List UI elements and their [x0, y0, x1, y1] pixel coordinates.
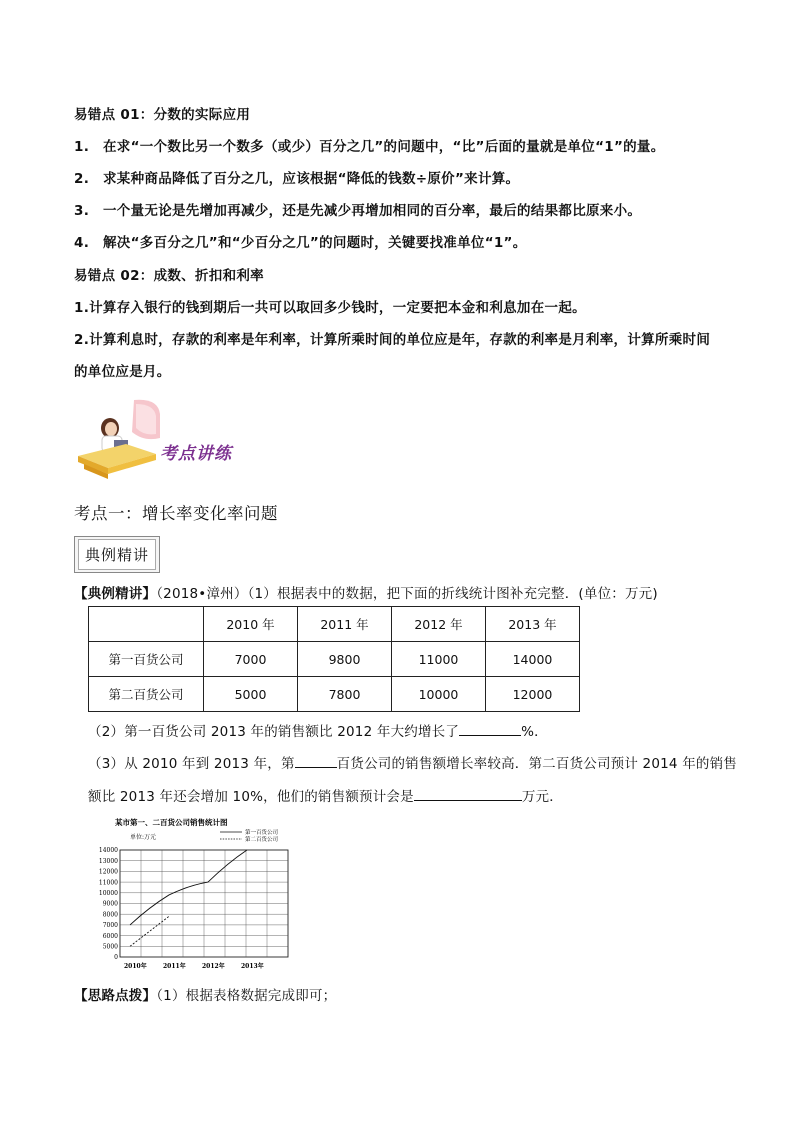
section2-heading: 易错点 02：成数、折扣和利率 — [74, 268, 264, 284]
list-item-text: 一个量无论是先增加再减少，还是先减少再增加相同的百分率，最后的结果都比原来小。 — [103, 203, 642, 219]
y-tick-label: 8000 — [102, 911, 118, 919]
y-tick-label: 9000 — [102, 900, 118, 908]
question-3-line2-suffix: 万元． — [521, 789, 563, 805]
table-header-row — [89, 607, 580, 642]
question-3-line1 — [88, 752, 737, 772]
example-tag — [74, 536, 160, 573]
sales-line-chart — [90, 812, 320, 974]
question-3-text-2: 百货公司的销售额增长率较高．第二百货公司预计 2014 年的销售 — [336, 756, 738, 772]
list-item — [74, 167, 519, 187]
table-cell: 11000 — [392, 642, 486, 677]
banner-illustration — [74, 398, 164, 480]
y-tick-label: 11000 — [98, 879, 118, 887]
y-tick-label: 6000 — [102, 932, 118, 940]
legend-label: 第一百货公司 — [245, 830, 279, 836]
hint-text: （1）根据表格数据完成即可； — [156, 988, 337, 1004]
y-tick-label: 14000 — [98, 847, 118, 855]
list-item — [74, 199, 641, 219]
table-row — [89, 677, 580, 712]
example-label: 【典例精讲】 — [74, 586, 157, 602]
table-cell: 12000 — [486, 677, 580, 712]
table-header-cell: 2010 年 — [204, 607, 298, 642]
hint — [74, 984, 336, 1004]
book-girl-icon — [74, 398, 164, 480]
list-item-number: 1. — [74, 139, 90, 155]
x-tick-label: 2010年 — [124, 963, 147, 970]
y-tick-label: 7000 — [102, 922, 118, 930]
table-cell: 9800 — [298, 642, 392, 677]
question-3-line2 — [88, 785, 563, 805]
x-tick-label: 2011年 — [163, 963, 186, 970]
data-table — [88, 606, 580, 712]
list-item-number: 4. — [74, 235, 90, 251]
table-row — [89, 642, 580, 677]
question-2 — [88, 720, 548, 740]
answer-blank[interactable] — [414, 787, 522, 801]
table-cell: 14000 — [486, 642, 580, 677]
table-header-cell — [89, 607, 204, 642]
answer-blank[interactable] — [459, 722, 521, 736]
table-cell: 7800 — [298, 677, 392, 712]
list-item — [74, 135, 665, 155]
list-item-text: 在求“一个数比另一个数多（或少）百分之几”的问题中，“比”后面的量就是单位“1”的量。 — [103, 139, 665, 155]
series-line — [130, 916, 169, 946]
question-2-suffix: %． — [521, 724, 548, 740]
chart-title: 某市第一、二百货公司销售统计图 — [115, 818, 228, 827]
table-header-cell: 2011 年 — [298, 607, 392, 642]
list-item-text: 解决“多百分之几”和“少百分之几”的问题时，关键要找准单位“1”。 — [103, 235, 527, 251]
section2-item-1: 1.计算存入银行的钱到期后一共可以取回多少钱时，一定要把本金和利息加在一起。 — [74, 300, 586, 316]
chart-unit-label: 单位:万元 — [130, 834, 157, 841]
question-2-text: （2）第一百货公司 2013 年的销售额比 2012 年大约增长了 — [88, 724, 460, 740]
section2-item-2-line1: 2.计算利息时，存款的利率是年利率，计算所乘时间的单位应是年，存款的利率是月利率，计算所乘时间 — [74, 332, 711, 348]
table-cell: 5000 — [204, 677, 298, 712]
y-tick-label: 0 — [114, 954, 118, 962]
table-header-cell: 2013 年 — [486, 607, 580, 642]
table-cell: 第一百货公司 — [89, 642, 204, 677]
answer-blank[interactable] — [295, 754, 337, 768]
list-item-number: 2. — [74, 171, 90, 187]
example-tag-label: 典例精讲 — [78, 539, 156, 570]
table-cell: 7000 — [204, 642, 298, 677]
table-header-cell: 2012 年 — [392, 607, 486, 642]
kaodian-title: 考点一：增长率变化率问题 — [74, 504, 278, 523]
question-3-line2-text: 额比 2013 年还会增加 10%，他们的销售额预计会是 — [88, 789, 414, 805]
y-tick-label: 10000 — [98, 890, 118, 897]
example-intro — [74, 582, 658, 602]
banner-title: 考点讲练 — [160, 444, 232, 464]
x-tick-label: 2013年 — [241, 963, 264, 970]
hint-label: 【思路点拨】 — [74, 988, 157, 1004]
y-tick-label: 5000 — [102, 943, 118, 951]
example-source: （2018•漳州）（1）根据表中的数据，把下面的折线统计图补充完整．(单位：万元) — [156, 586, 658, 602]
y-tick-label: 12000 — [98, 868, 118, 876]
y-tick-label: 13000 — [98, 857, 118, 865]
list-item-text: 求某种商品降低了百分之几，应该根据“降低的钱数÷原价”来计算。 — [103, 171, 520, 187]
table-cell: 10000 — [392, 677, 486, 712]
section2-item-2-line2: 的单位应是月。 — [74, 364, 171, 380]
table-cell: 第二百货公司 — [89, 677, 204, 712]
x-tick-label: 2012年 — [202, 963, 225, 970]
list-item-number: 3. — [74, 203, 90, 219]
question-3-text: （3）从 2010 年到 2013 年，第 — [88, 756, 295, 772]
list-item — [74, 231, 527, 251]
legend-label: 第二百货公司 — [245, 837, 279, 843]
section1-heading: 易错点 01：分数的实际应用 — [74, 107, 251, 123]
series-line — [130, 850, 247, 925]
